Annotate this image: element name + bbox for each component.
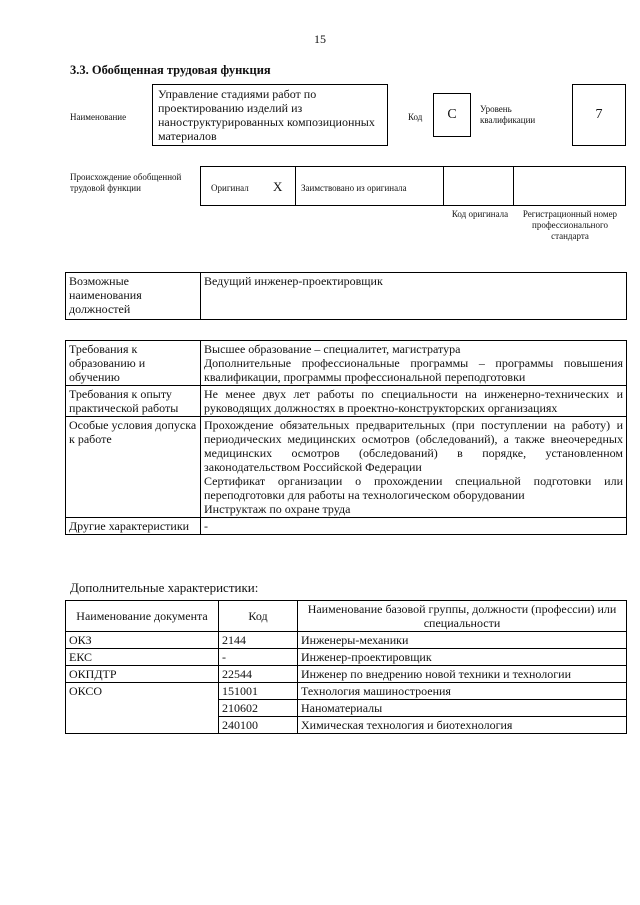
requirement-line: Инструктаж по охране труда — [204, 502, 351, 516]
requirements-row-education — [66, 341, 627, 386]
level-value: 7 — [572, 84, 626, 146]
positions-label: Возможные наименования должностей — [66, 273, 201, 320]
code-caption: Код оригинала — [451, 209, 509, 219]
reg-caption: Регистрационный номер профессионального стандарта — [522, 209, 618, 241]
code-label: Код — [408, 112, 423, 122]
row-doc: ЕКС — [66, 649, 219, 666]
requirement-line: Высшее образование – специалитет, магистратура — [204, 342, 461, 356]
row-code: - — [219, 649, 298, 666]
additional-title: Дополнительные характеристики: — [70, 580, 259, 595]
additional-table — [65, 600, 627, 734]
origin-cell-reg — [513, 166, 626, 206]
header-doc: Наименование документа — [66, 601, 219, 632]
origin-label: Происхождение обобщенной трудовой функции — [70, 172, 182, 193]
requirements-label: Особые условия допуска к работе — [66, 417, 201, 518]
level-label: Уровень квалификации — [480, 104, 536, 125]
row-code: 240100 — [219, 717, 298, 734]
table-row — [66, 683, 627, 700]
origin-cell-borrowed — [295, 166, 444, 206]
header-name: Наименование базовой группы, должности (профессии) или специальности — [298, 601, 627, 632]
positions-table — [65, 272, 627, 320]
requirement-line: Не менее двух лет работы по специальности на инженерно-технических и руководящих должностях в проектно-конструкторских организациях — [204, 387, 623, 415]
code-value: C — [433, 93, 471, 137]
original-mark: X — [273, 179, 283, 194]
row-doc: ОКЗ — [66, 632, 219, 649]
additional-header-row — [66, 601, 627, 632]
name-value: Управление стадиями работ по проектированию изделий из наноструктурированных композиционных материалов — [152, 84, 388, 146]
requirements-label: Требования к опыту практической работы — [66, 386, 201, 417]
page-number: 15 — [314, 32, 326, 46]
row-code: 210602 — [219, 700, 298, 717]
requirements-label: Другие характеристики — [66, 518, 201, 535]
row-name: Наноматериалы — [298, 700, 627, 717]
requirements-row-other — [66, 518, 627, 535]
header-code: Код — [219, 601, 298, 632]
row-name: Инженеры-механики — [298, 632, 627, 649]
origin-cell-code — [443, 166, 514, 206]
row-code: 2144 — [219, 632, 298, 649]
requirement-line: - — [204, 519, 208, 533]
requirement-line: Сертификат организации о прохождении специальной подготовки или переподготовки для работы на технологическом оборудовании — [204, 474, 623, 502]
origin-table — [200, 166, 626, 206]
origin-cell-original — [200, 166, 296, 206]
row-name: Технология машиностроения — [298, 683, 627, 700]
requirement-line: Прохождение обязательных предварительных (при поступлении на работу) и периодических медицинских осмотров (обследований), а также внеочередных медицинских осмотров (обследований) в порядке, установленном законодательством Российской Федерации — [204, 418, 623, 474]
row-code: 151001 — [219, 683, 298, 700]
row-code: 22544 — [219, 666, 298, 683]
row-name: Инженер-проектировщик — [298, 649, 627, 666]
requirement-line: Дополнительные профессиональные программы – программы повышения квалификации, программы профессиональной переподготовки — [204, 356, 623, 384]
requirements-row-conditions — [66, 417, 627, 518]
table-row — [66, 649, 627, 666]
requirements-table — [65, 340, 627, 535]
borrowed-label: Заимствовано из оригинала — [301, 183, 407, 193]
row-doc: ОКПДТР — [66, 666, 219, 683]
table-row — [66, 666, 627, 683]
name-label: Наименование — [70, 112, 127, 122]
table-row — [66, 632, 627, 649]
positions-value: Ведущий инженер-проектировщик — [201, 273, 627, 320]
row-doc: ОКСО — [66, 683, 219, 734]
row-name: Инженер по внедрению новой техники и технологии — [298, 666, 627, 683]
original-label: Оригинал — [211, 183, 249, 193]
requirements-row-experience — [66, 386, 627, 417]
row-name: Химическая технология и биотехнология — [298, 717, 627, 734]
requirements-label: Требования к образованию и обучению — [66, 341, 201, 386]
section-title: 3.3. Обобщенная трудовая функция — [70, 63, 271, 77]
